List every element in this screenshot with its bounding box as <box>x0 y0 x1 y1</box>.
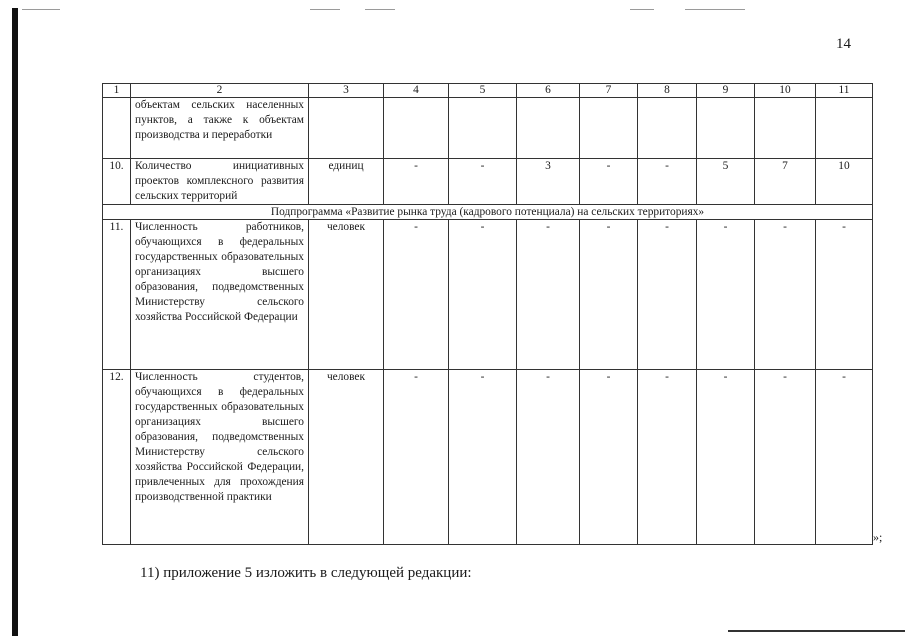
value-cell: 3 <box>517 159 580 205</box>
scan-artifact <box>365 9 395 10</box>
scan-artifact <box>310 9 340 10</box>
row-number: 10. <box>103 159 131 205</box>
scan-artifact <box>728 630 905 632</box>
indicators-table <box>102 83 873 545</box>
value-cell: - <box>449 220 517 370</box>
value-cell: - <box>384 220 449 370</box>
row-number <box>103 98 131 159</box>
table-row <box>103 159 873 205</box>
unit-cell: единиц <box>309 159 384 205</box>
column-number: 1 <box>103 84 131 98</box>
column-number: 5 <box>449 84 517 98</box>
unit-cell: человек <box>309 370 384 545</box>
value-cell <box>816 98 873 159</box>
closing-quote: »; <box>873 530 883 544</box>
value-cell: - <box>449 159 517 205</box>
table-row <box>103 98 873 159</box>
column-number: 7 <box>580 84 638 98</box>
value-cell: - <box>449 370 517 545</box>
row-number: 11. <box>103 220 131 370</box>
value-cell: 5 <box>697 159 755 205</box>
indicator-name: Количество инициативных проектов комплексного развития сельских территорий <box>131 159 309 205</box>
indicator-name: Численность работников, обучающихся в федеральных государственных образовательных организациях высшего образования, подведомственных Министерству сельского хозяйства Российской Федерации <box>131 220 309 370</box>
amendment-instruction: 11) приложение 5 изложить в следующей редакции: <box>140 565 472 581</box>
value-cell: 10 <box>816 159 873 205</box>
value-cell <box>449 98 517 159</box>
column-number: 4 <box>384 84 449 98</box>
unit-cell <box>309 98 384 159</box>
unit-cell: человек <box>309 220 384 370</box>
value-cell <box>580 98 638 159</box>
value-cell: - <box>517 370 580 545</box>
column-number: 11 <box>816 84 873 98</box>
value-cell <box>638 98 697 159</box>
value-cell: - <box>384 159 449 205</box>
scan-artifact <box>685 9 745 10</box>
value-cell <box>755 98 816 159</box>
scan-artifact <box>630 9 654 10</box>
column-numbers-row <box>103 84 873 98</box>
value-cell: - <box>697 370 755 545</box>
scan-binding-edge <box>12 8 18 636</box>
value-cell: 7 <box>755 159 816 205</box>
table-row <box>103 370 873 545</box>
column-number: 8 <box>638 84 697 98</box>
value-cell: - <box>638 159 697 205</box>
value-cell: - <box>816 220 873 370</box>
table-row <box>103 220 873 370</box>
scan-artifact <box>22 9 60 10</box>
value-cell: - <box>638 220 697 370</box>
value-cell: - <box>517 220 580 370</box>
value-cell: - <box>697 220 755 370</box>
column-number: 9 <box>697 84 755 98</box>
value-cell: - <box>384 370 449 545</box>
value-cell: - <box>816 370 873 545</box>
value-cell: - <box>755 220 816 370</box>
value-cell: - <box>580 220 638 370</box>
value-cell: - <box>755 370 816 545</box>
indicator-name: объектам сельских населенных пунктов, а также к объектам производства и переработки <box>131 98 309 159</box>
value-cell: - <box>580 370 638 545</box>
column-number: 3 <box>309 84 384 98</box>
column-number: 2 <box>131 84 309 98</box>
column-number: 6 <box>517 84 580 98</box>
value-cell: - <box>580 159 638 205</box>
subprogram-title: Подпрограмма «Развитие рынка труда (кадрового потенциала) на сельских территориях» <box>103 205 873 220</box>
value-cell <box>517 98 580 159</box>
value-cell <box>697 98 755 159</box>
value-cell <box>384 98 449 159</box>
row-number: 12. <box>103 370 131 545</box>
value-cell: - <box>638 370 697 545</box>
subprogram-row <box>103 205 873 220</box>
column-number: 10 <box>755 84 816 98</box>
page-number: 14 <box>836 36 851 52</box>
indicator-name: Численность студентов, обучающихся в федеральных государственных образовательных организациях высшего образования, подведомственных Министерству сельского хозяйства Российской Федерации, привлеченных для прохождения производственной практики <box>131 370 309 545</box>
